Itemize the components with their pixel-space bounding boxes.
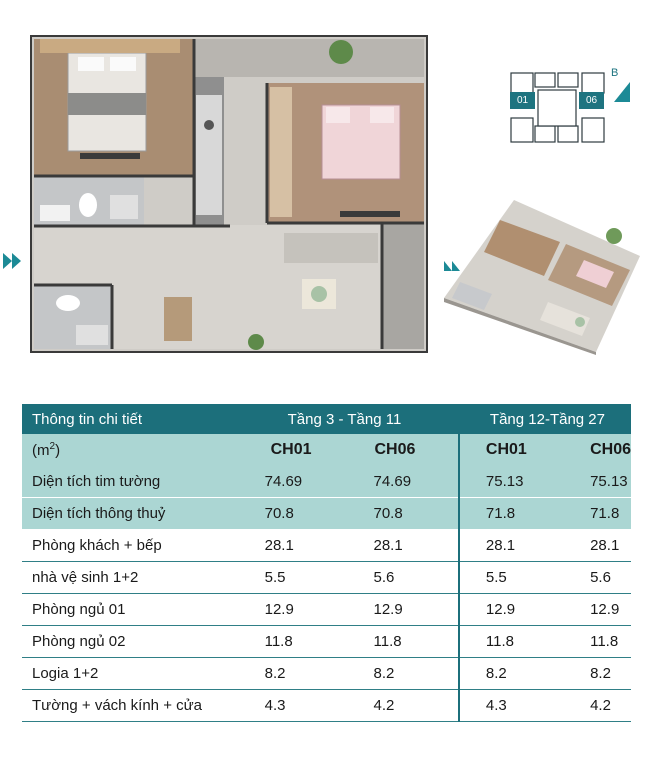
table-row <box>22 594 631 626</box>
table-row <box>22 562 631 594</box>
row-label: Phòng ngủ 01 <box>22 594 244 626</box>
row-value: 12.9 <box>244 594 348 626</box>
table-row <box>22 466 631 498</box>
row-value: 28.1 <box>566 530 631 562</box>
col-ch06-a: CH06 <box>348 434 459 466</box>
row-value: 70.8 <box>244 498 348 530</box>
row-label: Diện tích thông thuỷ <box>22 498 244 530</box>
row-value: 12.9 <box>348 594 459 626</box>
row-value: 5.6 <box>566 562 631 594</box>
row-label: Phòng khách + bếp <box>22 530 244 562</box>
3d-entrance-arrow-icon <box>444 259 464 273</box>
table-row <box>22 626 631 658</box>
row-value: 8.2 <box>459 658 566 690</box>
row-value: 8.2 <box>348 658 459 690</box>
table-title: Thông tin chi tiết <box>22 404 244 434</box>
group-header-floors-12-27: Tầng 12-Tầng 27 <box>459 404 631 434</box>
unit-info-table <box>22 404 631 722</box>
row-label: Phòng ngủ 02 <box>22 626 244 658</box>
row-value: 8.2 <box>566 658 631 690</box>
row-value: 5.5 <box>459 562 566 594</box>
table-row <box>22 530 631 562</box>
row-value: 28.1 <box>244 530 348 562</box>
keyplan-direction-label: B <box>611 67 619 79</box>
table-row <box>22 658 631 690</box>
row-label: Diện tích tim tường <box>22 466 244 498</box>
row-label: nhà vệ sinh 1+2 <box>22 562 244 594</box>
row-value: 28.1 <box>348 530 459 562</box>
table-row <box>22 498 631 530</box>
row-value: 12.9 <box>566 594 631 626</box>
col-ch01-b: CH01 <box>459 434 566 466</box>
row-value: 28.1 <box>459 530 566 562</box>
col-ch01-a: CH01 <box>244 434 348 466</box>
row-value: 12.9 <box>459 594 566 626</box>
row-value: 11.8 <box>348 626 459 658</box>
row-value: 5.5 <box>244 562 348 594</box>
keyplan-unit-06: 06 <box>579 92 604 109</box>
table-row <box>22 690 631 722</box>
row-value: 11.8 <box>566 626 631 658</box>
row-value: 4.2 <box>566 690 631 722</box>
row-value: 75.13 <box>459 466 566 498</box>
row-value: 4.3 <box>244 690 348 722</box>
row-value: 71.8 <box>566 498 631 530</box>
floor-plan-image <box>30 35 428 353</box>
row-value: 74.69 <box>348 466 459 498</box>
row-value: 4.2 <box>348 690 459 722</box>
row-value: 75.13 <box>566 466 631 498</box>
row-value: 71.8 <box>459 498 566 530</box>
entrance-arrow-icon <box>3 252 25 270</box>
row-value: 70.8 <box>348 498 459 530</box>
keyplan-unit-01: 01 <box>510 92 535 109</box>
row-value: 4.3 <box>459 690 566 722</box>
table-subheader-row <box>22 434 631 466</box>
apartment-3d-view-image <box>440 190 645 355</box>
unit-label: $(m^2)$ <box>22 434 244 466</box>
row-label: Tường + vách kính + cửa <box>22 690 244 722</box>
row-value: 5.6 <box>348 562 459 594</box>
row-value: 11.8 <box>244 626 348 658</box>
row-value: 8.2 <box>244 658 348 690</box>
row-value: 11.8 <box>459 626 566 658</box>
direction-arrow-icon <box>612 80 632 106</box>
group-header-floors-3-11: Tầng 3 - Tầng 11 <box>244 404 459 434</box>
row-value: 74.69 <box>244 466 348 498</box>
col-ch06-b: CH06 <box>566 434 631 466</box>
row-label: Logia 1+2 <box>22 658 244 690</box>
